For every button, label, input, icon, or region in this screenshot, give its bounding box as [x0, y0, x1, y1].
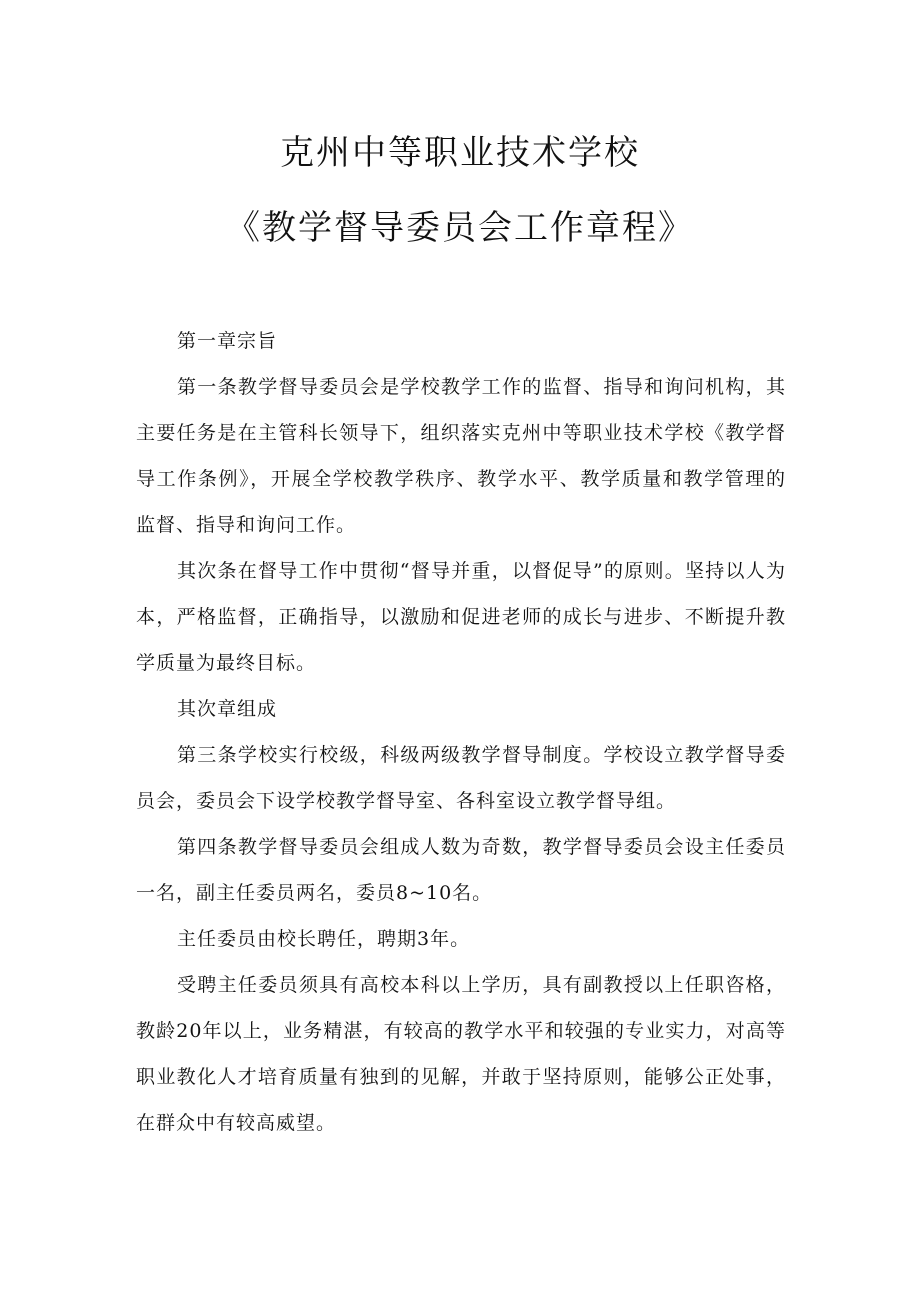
article-paragraph: 其次条在督导工作中贯彻“督导并重，以督促导”的原则。坚持以人为本，严格监督，正确指导，以激励和促进老师的成长与进步、不断提升教学质量为最终目标。 [136, 560, 786, 674]
article-paragraph: 第一条教学督导委员会是学校教学工作的监督、指导和询问机构，其主要任务是在主管科长领导下，组织落实克州中等职业技术学校《教学督导工作条例》，开展全学校教学秩序、教学水平、教学质量和教学管理的监督、指导和询问工作。 [136, 376, 786, 536]
document-body [136, 318, 786, 1146]
article-paragraph: 第四条教学督导委员会组成人数为奇数，教学督导委员会设主任委员一名，副主任委员两名，委员8~10名。 [136, 836, 786, 904]
chapter-heading: 其次章组成 [177, 698, 278, 720]
article-paragraph: 主任委员由校长聘任，聘期3年。 [177, 928, 471, 950]
article-paragraph: 受聘主任委员须具有高校本科以上学历，具有副教授以上任职咨格，教龄20年以上，业务精湛，有较高的教学水平和较强的专业实力，对高等职业教化人才培育质量有独到的见解，并敢于坚持原则，能够公正处事，在群众中有较高威望。 [136, 974, 786, 1134]
article-paragraph: 第三条学校实行校级，科级两级教学督导制度。学校设立教学督导委员会，委员会下设学校教学督导室、各科室设立教学督导组。 [136, 744, 786, 812]
school-name-title: 克州中等职业技术学校 [280, 133, 640, 173]
chapter-heading: 第一章宗旨 [177, 330, 278, 352]
charter-title: 《教学督导委员会工作章程》 [226, 208, 694, 248]
